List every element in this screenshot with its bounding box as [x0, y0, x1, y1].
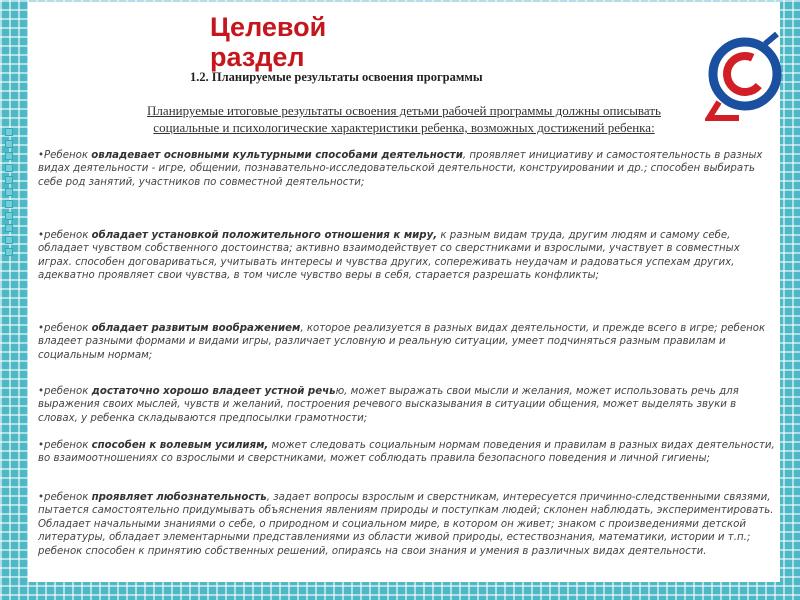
bullet-icon: •: [38, 386, 45, 397]
section-title-line2: раздел: [210, 42, 305, 72]
result-key-phrase: обладает установкой положительного отношения к миру,: [91, 230, 438, 241]
result-item-5: •ребенок способен к волевым усилиям, может следовать социальным нормам поведения и правилам в разных видах деятельности, во взаимоотношениях со взрослыми и сверстниками, может соблюдать правила безопасного поведения и личной гигиены;: [38, 440, 775, 465]
side-marker: [5, 176, 13, 184]
intro-text: [94, 102, 714, 136]
side-marker: [5, 212, 13, 220]
side-marker: [5, 152, 13, 160]
intro-line-1: Планируемые итоговые результаты освоения детьми рабочей программы должны описывать: [147, 103, 661, 118]
result-key-phrase: проявляет любознательность: [91, 492, 267, 503]
subsection-heading: 1.2. Планируемые результаты освоения программы: [190, 70, 483, 84]
result-key-phrase: достаточно хорошо владеет устной речь: [91, 386, 336, 397]
fgos-logo-icon: [705, 32, 785, 122]
result-key-phrase: овладевает основными культурными способами деятельности: [91, 150, 463, 161]
side-marker: [5, 248, 13, 256]
side-marker: [5, 236, 13, 244]
result-key-phrase: способен к волевым усилиям,: [91, 440, 269, 451]
side-marker: [5, 224, 13, 232]
bullet-icon: •: [38, 230, 45, 241]
bullet-icon: •: [38, 323, 45, 334]
section-title-line1: Целевой: [210, 12, 327, 42]
result-item-4: •ребенок достаточно хорошо владеет устной речью, может выражать свои мысли и желания, может использовать речь для выражения своих мыслей, чувств и желаний, построения речевого высказывания в ситуации общения, может выделять звуки в словах, у ребенка складываются предпосылки грамотности;: [38, 386, 739, 424]
result-key-phrase: обладает развитым воображением: [91, 323, 301, 334]
section-title: [210, 12, 326, 72]
side-marker: [5, 188, 13, 196]
side-marker: [5, 200, 13, 208]
side-marker: [5, 164, 13, 172]
intro-line-2: социальные и психологические характеристики ребенка, возможных достижений ребенка:: [153, 120, 655, 135]
side-marker: [5, 128, 13, 136]
side-marker: [5, 140, 13, 148]
bullet-icon: •: [38, 440, 45, 451]
bullet-icon: •: [38, 150, 45, 161]
result-item-2: •ребенок обладает установкой положительного отношения к миру, к разным видам труда, другим людям и самому себе, обладает чувством собственного достоинства; активно взаимодействует со сверстниками и взрослыми, участвует в совместных играх. способен договариваться, учитывать интересы и чувства других, сопереживать неудачам и радоваться успехам других, адекватно проявляет свои чувства, в том числе чувство веры в себя, старается разрешать конфликты;: [38, 230, 740, 282]
result-item-6: •ребенок проявляет любознательность, задает вопросы взрослым и сверстникам, интересуется причинно-следственными связями, пытается самостоятельно придумывать объяснения явлениям природы и поступкам людей; склонен наблюдать, экспериментировать. Обладает начальными знаниями о себе, о природном и социальном мире, в котором он живет; знаком с произведениями детской литературы, обладает элементарными представлениями из области живой природы, естествознания, математики, истории и т.п.; ребенок способен к принятию собственных решений, опираясь на свои знания и умения в различных видах деятельности.: [38, 492, 774, 557]
result-item-3: •ребенок обладает развитым воображением, которое реализуется в разных видах деятельности, и прежде всего в игре; ребенок владеет разными формами и видами игры, различает условную и реальную ситуации, умеет подчиняться разным правилам и социальным нормам;: [38, 323, 766, 361]
bullet-icon: •: [38, 492, 45, 503]
result-item-1: •Ребенок овладевает основными культурными способами деятельности, проявляет инициативу и самостоятельность в разных видах деятельности - игре, общении, познавательно-исследовательской деятельности, конструировании и др.; способен выбирать себе род занятий, участников по совместной деятельности;: [38, 150, 763, 188]
